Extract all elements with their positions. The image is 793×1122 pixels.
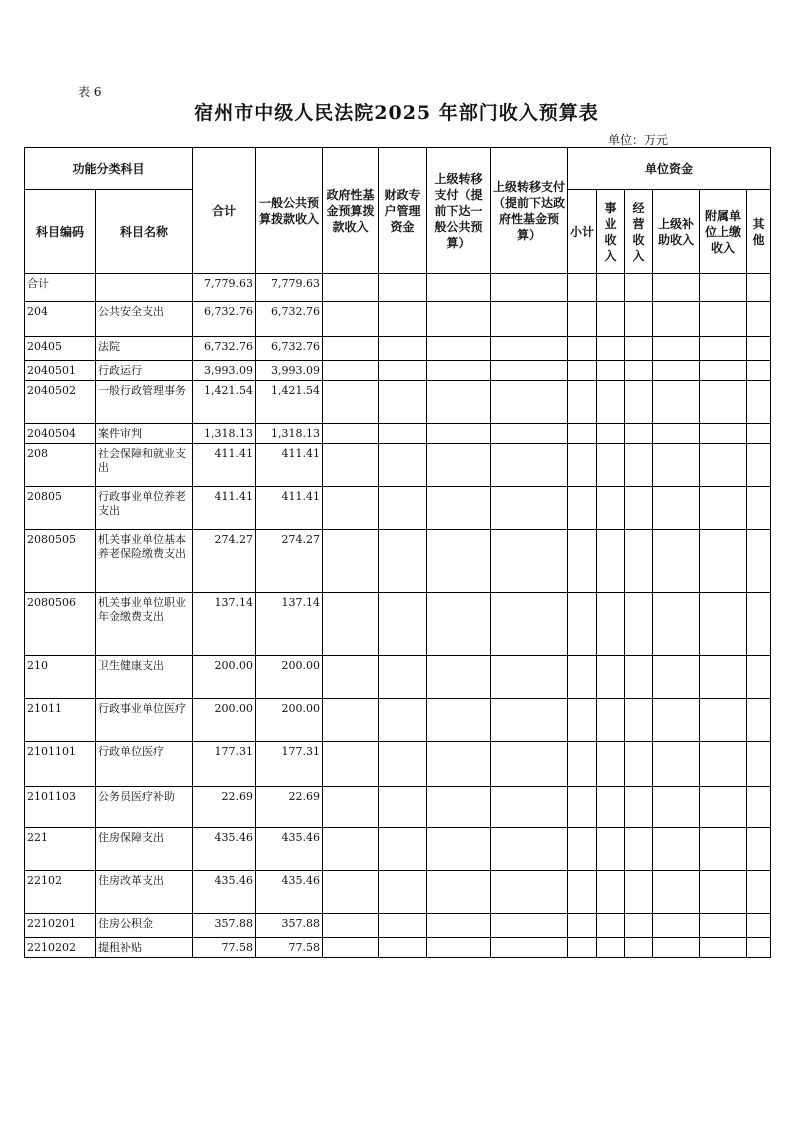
cell-empty	[625, 914, 653, 938]
cell-empty	[747, 274, 771, 302]
cell-name: 住房改革支出	[96, 871, 193, 914]
cell-empty	[747, 530, 771, 593]
cell-name: 机关事业单位基本养老保险缴费支出	[96, 530, 193, 593]
header-total: 合计	[193, 148, 256, 274]
cell-empty	[491, 593, 568, 656]
cell-empty	[323, 938, 379, 958]
cell-empty	[653, 302, 700, 337]
cell-empty	[427, 787, 491, 828]
cell-empty	[597, 530, 625, 593]
cell-empty	[597, 593, 625, 656]
cell-empty	[427, 530, 491, 593]
cell-code: 2080505	[25, 530, 96, 593]
cell-empty	[653, 424, 700, 444]
cell-empty	[597, 742, 625, 787]
cell-general-budget: 200.00	[256, 656, 323, 699]
cell-empty	[747, 444, 771, 487]
cell-empty	[427, 593, 491, 656]
cell-empty	[379, 274, 427, 302]
cell-empty	[625, 424, 653, 444]
cell-general-budget: 137.14	[256, 593, 323, 656]
cell-empty	[747, 871, 771, 914]
cell-empty	[747, 337, 771, 361]
cell-empty	[747, 302, 771, 337]
cell-empty	[597, 787, 625, 828]
header-gov-fund: 政府性基金预算拨款收入	[323, 148, 379, 274]
cell-empty	[323, 381, 379, 424]
cell-empty	[597, 302, 625, 337]
header-fiscal-special: 财政专户管理资金	[379, 148, 427, 274]
cell-total: 1,421.54	[193, 381, 256, 424]
cell-empty	[597, 938, 625, 958]
cell-empty	[653, 530, 700, 593]
cell-empty	[568, 424, 597, 444]
cell-total: 6,732.76	[193, 302, 256, 337]
cell-empty	[427, 828, 491, 871]
header-general-budget: 一般公共预算拨款收入	[256, 148, 323, 274]
cell-empty	[491, 337, 568, 361]
table-row	[25, 699, 771, 742]
cell-empty	[700, 302, 747, 337]
cell-name: 公共安全支出	[96, 302, 193, 337]
table-row	[25, 361, 771, 381]
cell-empty	[491, 938, 568, 958]
table-row	[25, 656, 771, 699]
cell-empty	[597, 699, 625, 742]
cell-empty	[323, 274, 379, 302]
cell-empty	[597, 444, 625, 487]
cell-empty	[653, 787, 700, 828]
table-row	[25, 302, 771, 337]
table-row	[25, 424, 771, 444]
table-row	[25, 871, 771, 914]
cell-name: 案件审判	[96, 424, 193, 444]
cell-empty	[625, 274, 653, 302]
cell-general-budget: 6,732.76	[256, 337, 323, 361]
cell-empty	[568, 914, 597, 938]
cell-empty	[568, 337, 597, 361]
cell-empty	[653, 593, 700, 656]
cell-empty	[747, 361, 771, 381]
cell-empty	[700, 361, 747, 381]
header-affiliated-income: 附属单位上缴收入	[700, 190, 747, 274]
table-row	[25, 828, 771, 871]
cell-empty	[379, 828, 427, 871]
cell-empty	[625, 938, 653, 958]
cell-empty	[323, 787, 379, 828]
cell-empty	[491, 871, 568, 914]
cell-empty	[379, 337, 427, 361]
table-row	[25, 381, 771, 424]
cell-empty	[491, 914, 568, 938]
cell-name: 机关事业单位职业年金缴费支出	[96, 593, 193, 656]
table-body	[25, 274, 771, 958]
cell-empty	[427, 274, 491, 302]
cell-empty	[427, 337, 491, 361]
cell-empty	[597, 828, 625, 871]
cell-empty	[568, 742, 597, 787]
cell-name: 行政运行	[96, 361, 193, 381]
cell-general-budget: 411.41	[256, 444, 323, 487]
budget-table	[24, 147, 771, 958]
header-business-income: 事业收入	[597, 190, 625, 274]
cell-empty	[323, 871, 379, 914]
cell-total: 7,779.63	[193, 274, 256, 302]
cell-empty	[747, 656, 771, 699]
cell-empty	[427, 699, 491, 742]
cell-empty	[568, 938, 597, 958]
cell-empty	[323, 593, 379, 656]
cell-empty	[323, 302, 379, 337]
cell-empty	[379, 361, 427, 381]
cell-empty	[653, 444, 700, 487]
cell-empty	[323, 699, 379, 742]
cell-empty	[427, 938, 491, 958]
cell-empty	[379, 871, 427, 914]
cell-code: 合计	[25, 274, 96, 302]
cell-empty	[700, 742, 747, 787]
cell-code: 20405	[25, 337, 96, 361]
cell-code: 21011	[25, 699, 96, 742]
cell-empty	[379, 302, 427, 337]
cell-empty	[747, 828, 771, 871]
cell-total: 357.88	[193, 914, 256, 938]
cell-empty	[700, 381, 747, 424]
cell-code: 2040502	[25, 381, 96, 424]
cell-general-budget: 22.69	[256, 787, 323, 828]
page-title: 宿州市中级人民法院2025 年部门收入预算表	[194, 102, 599, 124]
header-subtotal: 小计	[568, 190, 597, 274]
cell-code: 20805	[25, 487, 96, 530]
cell-name: 行政事业单位医疗	[96, 699, 193, 742]
cell-empty	[625, 487, 653, 530]
cell-empty	[653, 337, 700, 361]
cell-general-budget: 435.46	[256, 828, 323, 871]
cell-empty	[747, 699, 771, 742]
cell-code: 2040504	[25, 424, 96, 444]
cell-empty	[625, 699, 653, 742]
cell-general-budget: 435.46	[256, 871, 323, 914]
cell-general-budget: 1,318.13	[256, 424, 323, 444]
cell-empty	[597, 656, 625, 699]
header-upper-subsidy: 上级补助收入	[653, 190, 700, 274]
cell-name: 法院	[96, 337, 193, 361]
cell-empty	[379, 938, 427, 958]
cell-empty	[653, 487, 700, 530]
header-other: 其他	[747, 190, 771, 274]
cell-code: 210	[25, 656, 96, 699]
cell-empty	[597, 381, 625, 424]
cell-code: 22102	[25, 871, 96, 914]
cell-empty	[625, 742, 653, 787]
table-row	[25, 742, 771, 787]
cell-empty	[323, 444, 379, 487]
cell-empty	[427, 487, 491, 530]
cell-empty	[653, 871, 700, 914]
cell-empty	[491, 699, 568, 742]
cell-empty	[747, 381, 771, 424]
cell-code: 204	[25, 302, 96, 337]
cell-empty	[700, 274, 747, 302]
cell-empty	[491, 302, 568, 337]
cell-empty	[597, 274, 625, 302]
cell-empty	[625, 656, 653, 699]
cell-total: 435.46	[193, 871, 256, 914]
cell-general-budget: 274.27	[256, 530, 323, 593]
cell-empty	[747, 787, 771, 828]
header-unit-funds: 单位资金	[568, 148, 771, 190]
cell-empty	[700, 530, 747, 593]
header-operating-income: 经营收入	[625, 190, 653, 274]
cell-empty	[427, 871, 491, 914]
cell-empty	[491, 274, 568, 302]
cell-name: 一般行政管理事务	[96, 381, 193, 424]
cell-empty	[568, 302, 597, 337]
cell-code: 221	[25, 828, 96, 871]
cell-empty	[427, 381, 491, 424]
cell-code: 2101101	[25, 742, 96, 787]
cell-empty	[427, 361, 491, 381]
cell-empty	[653, 938, 700, 958]
cell-empty	[379, 593, 427, 656]
cell-total: 411.41	[193, 487, 256, 530]
cell-empty	[379, 787, 427, 828]
cell-empty	[597, 871, 625, 914]
cell-empty	[323, 742, 379, 787]
cell-total: 137.14	[193, 593, 256, 656]
cell-empty	[568, 361, 597, 381]
cell-empty	[379, 444, 427, 487]
header-code: 科目编码	[25, 190, 96, 274]
cell-empty	[491, 656, 568, 699]
cell-empty	[653, 381, 700, 424]
cell-empty	[491, 381, 568, 424]
cell-empty	[491, 444, 568, 487]
table-row	[25, 337, 771, 361]
cell-empty	[379, 742, 427, 787]
cell-empty	[625, 337, 653, 361]
cell-empty	[625, 361, 653, 381]
cell-empty	[491, 787, 568, 828]
cell-general-budget: 7,779.63	[256, 274, 323, 302]
cell-empty	[597, 361, 625, 381]
cell-general-budget: 3,993.09	[256, 361, 323, 381]
table-row	[25, 530, 771, 593]
cell-empty	[700, 444, 747, 487]
cell-empty	[653, 742, 700, 787]
cell-total: 1,318.13	[193, 424, 256, 444]
cell-general-budget: 357.88	[256, 914, 323, 938]
cell-empty	[700, 487, 747, 530]
cell-empty	[427, 742, 491, 787]
cell-name	[96, 274, 193, 302]
cell-empty	[491, 828, 568, 871]
unit-note: 单位：万元	[608, 133, 669, 147]
cell-empty	[700, 424, 747, 444]
cell-empty	[568, 871, 597, 914]
header-upper-transfer: 上级转移支付（提前下达一般公共预算）	[427, 148, 491, 274]
cell-empty	[568, 787, 597, 828]
cell-empty	[700, 593, 747, 656]
cell-empty	[568, 699, 597, 742]
cell-name: 社会保障和就业支出	[96, 444, 193, 487]
cell-empty	[653, 699, 700, 742]
cell-empty	[653, 656, 700, 699]
cell-total: 3,993.09	[193, 361, 256, 381]
cell-empty	[491, 361, 568, 381]
cell-name: 提租补贴	[96, 938, 193, 958]
cell-empty	[427, 914, 491, 938]
cell-empty	[427, 424, 491, 444]
cell-general-budget: 200.00	[256, 699, 323, 742]
cell-empty	[653, 828, 700, 871]
cell-total: 274.27	[193, 530, 256, 593]
cell-empty	[323, 337, 379, 361]
cell-empty	[747, 938, 771, 958]
cell-empty	[379, 914, 427, 938]
cell-empty	[700, 914, 747, 938]
table-label: 表 6	[78, 85, 102, 99]
cell-empty	[597, 487, 625, 530]
cell-empty	[700, 871, 747, 914]
cell-empty	[625, 302, 653, 337]
cell-code: 2040501	[25, 361, 96, 381]
cell-empty	[653, 914, 700, 938]
cell-empty	[491, 487, 568, 530]
cell-empty	[700, 337, 747, 361]
cell-name: 行政单位医疗	[96, 742, 193, 787]
cell-empty	[597, 337, 625, 361]
cell-empty	[568, 593, 597, 656]
cell-empty	[597, 914, 625, 938]
table-row	[25, 914, 771, 938]
cell-empty	[568, 828, 597, 871]
cell-empty	[379, 487, 427, 530]
cell-empty	[700, 656, 747, 699]
cell-empty	[491, 742, 568, 787]
cell-empty	[427, 302, 491, 337]
cell-total: 6,732.76	[193, 337, 256, 361]
cell-empty	[625, 593, 653, 656]
header-func-category: 功能分类科目	[25, 148, 193, 190]
cell-empty	[625, 530, 653, 593]
cell-empty	[653, 361, 700, 381]
cell-empty	[323, 487, 379, 530]
cell-empty	[323, 361, 379, 381]
cell-empty	[747, 487, 771, 530]
cell-empty	[379, 656, 427, 699]
cell-name: 住房保障支出	[96, 828, 193, 871]
cell-empty	[747, 424, 771, 444]
table-row	[25, 444, 771, 487]
cell-empty	[568, 656, 597, 699]
cell-general-budget: 6,732.76	[256, 302, 323, 337]
cell-general-budget: 177.31	[256, 742, 323, 787]
cell-empty	[568, 487, 597, 530]
cell-name: 公务员医疗补助	[96, 787, 193, 828]
cell-empty	[379, 424, 427, 444]
cell-empty	[625, 828, 653, 871]
cell-empty	[379, 699, 427, 742]
cell-code: 2101103	[25, 787, 96, 828]
cell-name: 住房公积金	[96, 914, 193, 938]
table-row	[25, 938, 771, 958]
cell-empty	[568, 530, 597, 593]
cell-empty	[491, 424, 568, 444]
cell-empty	[625, 787, 653, 828]
cell-empty	[427, 444, 491, 487]
cell-empty	[700, 699, 747, 742]
cell-empty	[568, 381, 597, 424]
table-row	[25, 593, 771, 656]
cell-total: 200.00	[193, 656, 256, 699]
cell-empty	[568, 274, 597, 302]
cell-empty	[625, 444, 653, 487]
cell-general-budget: 77.58	[256, 938, 323, 958]
cell-total: 177.31	[193, 742, 256, 787]
cell-empty	[747, 742, 771, 787]
cell-empty	[747, 593, 771, 656]
cell-total: 200.00	[193, 699, 256, 742]
cell-total: 435.46	[193, 828, 256, 871]
table-row	[25, 787, 771, 828]
cell-code: 2210202	[25, 938, 96, 958]
table-row	[25, 274, 771, 302]
header-name: 科目名称	[96, 190, 193, 274]
cell-total: 411.41	[193, 444, 256, 487]
header-upper-transfer-fund: 上级转移支付（提前下达政府性基金预算）	[491, 148, 568, 274]
cell-empty	[491, 530, 568, 593]
cell-empty	[700, 938, 747, 958]
cell-empty	[625, 871, 653, 914]
cell-empty	[323, 914, 379, 938]
cell-empty	[323, 530, 379, 593]
cell-name: 卫生健康支出	[96, 656, 193, 699]
cell-empty	[747, 914, 771, 938]
cell-empty	[323, 656, 379, 699]
cell-general-budget: 1,421.54	[256, 381, 323, 424]
table-row	[25, 487, 771, 530]
cell-code: 2080506	[25, 593, 96, 656]
cell-code: 208	[25, 444, 96, 487]
cell-general-budget: 411.41	[256, 487, 323, 530]
cell-code: 2210201	[25, 914, 96, 938]
cell-empty	[323, 424, 379, 444]
cell-total: 22.69	[193, 787, 256, 828]
cell-empty	[700, 787, 747, 828]
cell-empty	[379, 530, 427, 593]
cell-empty	[427, 656, 491, 699]
cell-empty	[625, 381, 653, 424]
cell-total: 77.58	[193, 938, 256, 958]
cell-empty	[653, 274, 700, 302]
cell-name: 行政事业单位养老支出	[96, 487, 193, 530]
cell-empty	[597, 424, 625, 444]
cell-empty	[568, 444, 597, 487]
cell-empty	[700, 828, 747, 871]
cell-empty	[323, 828, 379, 871]
cell-empty	[379, 381, 427, 424]
